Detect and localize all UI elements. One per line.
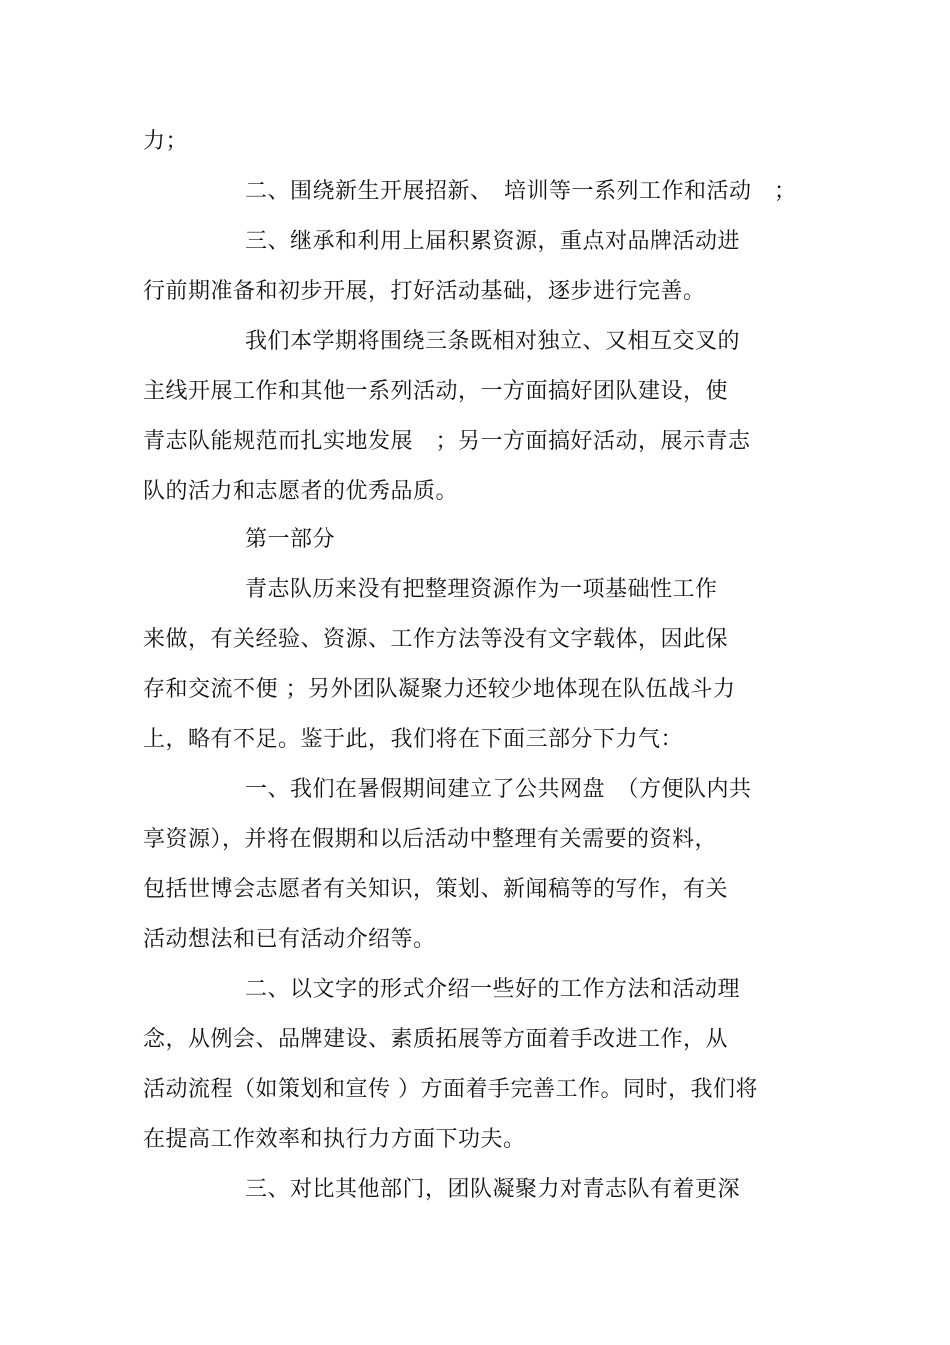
text-line: 存和交流不便 ；另外团队凝聚力还较少地体现在队伍战斗力: [143, 677, 736, 702]
text-line: 上，略有不足。鉴于此，我们将在下面三部分下力气：: [143, 727, 684, 752]
section-heading: 第一部分: [245, 527, 336, 552]
text-line: 在提高工作效率和执行力方面下功夫。: [143, 1127, 526, 1152]
text-line: 念，从例会、品牌建设、素质拓展等方面着手改进工作，从: [143, 1027, 729, 1052]
text-line: 活动流程（如策划和宣传 ）方面着手完善工作。同时，我们将: [143, 1077, 758, 1102]
text-line: 队的活力和志愿者的优秀品质。: [143, 479, 459, 504]
text-line: 二、以文字的形式介绍一些好的工作方法和活动理: [245, 977, 741, 1002]
text-line: 享资源），并将在假期和以后活动中整理有关需要的资料，: [143, 827, 718, 852]
text-line: 青志队能规范而扎实地发展 ；另一方面搞好活动，展示青志: [143, 429, 751, 454]
text-line: 活动想法和已有活动介绍等。: [143, 927, 436, 952]
text-line: 三、继承和利用上届积累资源，重点对品牌活动进: [245, 229, 741, 254]
text-line: 二、围绕新生开展招新、 培训等一系列工作和活动 ；: [245, 179, 797, 204]
text-line: 青志队历来没有把整理资源作为一项基础性工作: [245, 577, 718, 602]
text-line: 力；: [143, 129, 189, 154]
text-line: 一、我们在暑假期间建立了公共网盘 （方便队内共: [245, 777, 752, 802]
text-line: 三、对比其他部门，团队凝聚力对青志队有着更深: [245, 1177, 741, 1202]
text-line: 我们本学期将围绕三条既相对独立、又相互交叉的: [245, 329, 741, 354]
text-line: 行前期准备和初步开展，打好活动基础，逐步进行完善。: [143, 279, 706, 304]
text-line: 主线开展工作和其他一系列活动，一方面搞好团队建设，使: [143, 379, 729, 404]
text-line: 来做，有关经验、资源、工作方法等没有文字载体，因此保: [143, 627, 729, 652]
text-line: 包括世博会志愿者有关知识，策划、新闻稿等的写作，有关: [143, 877, 729, 902]
